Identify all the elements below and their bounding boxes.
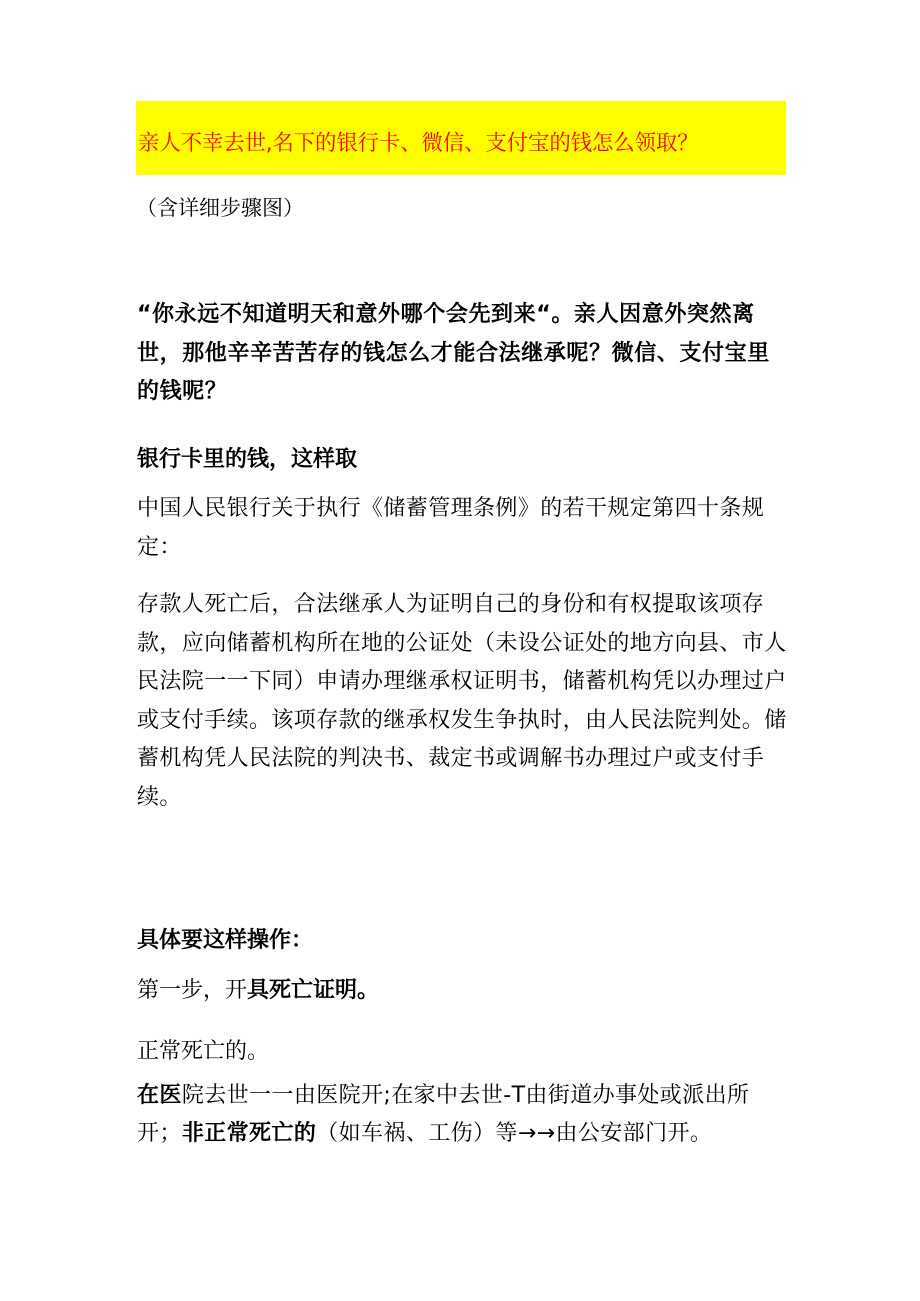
step-one-prefix: 第一步，开 [137, 978, 248, 1003]
subtitle: （含详细步骤图） [136, 196, 304, 220]
normal-death-label: 正常死亡的。 [137, 1039, 270, 1064]
hospital-text: 院去世一一由医院开;在家中去世-T由街道办事处或派出所开； [137, 1083, 750, 1146]
step-one-bold: 具死亡证明。 [247, 978, 380, 1003]
death-certificate-paragraph [137, 1077, 787, 1153]
operations-heading: 具体要这样操作： [137, 928, 314, 953]
abnormal-death-bold: 非正常死亡的 [181, 1121, 317, 1146]
title-highlight-band [136, 101, 786, 175]
abnormal-death-text: （如车祸、工伤）等→→由公安部门开。 [316, 1121, 713, 1146]
hospital-bold-lead: 在医 [137, 1083, 182, 1108]
step-one-paragraph [137, 972, 379, 1010]
regulation-body-paragraph: 存款人死亡后，合法继承人为证明自己的身份和有权提取该项存款，应向储蓄机构所在地的公证处（未设公证处的地方向县、市人民法院一一下同）申请办理继承权证明书，储蓄机构凭以办理过户或支付手续。该项存款的继承权发生争执时，由人民法院判处。储蓄机构凭人民法院的判决书、裁定书或调解书办理过户或支付手续。 [137, 592, 787, 810]
page-title: 亲人不幸去世,名下的银行卡、微信、支付宝的钱怎么领取？ [138, 131, 699, 156]
bank-section-heading: 银行卡里的钱，这样取 [137, 447, 358, 472]
regulation-intro-paragraph: 中国人民银行关于执行《储蓄管理条例》的若干规定第四十条规定： [137, 496, 765, 560]
intro-paragraph: “你永远不知道明天和意外哪个会先到来“。亲人因意外突然离世，那他辛辛苦苦存的钱怎么才能合法继承呢？微信、支付宝里的钱呢？ [137, 302, 770, 404]
